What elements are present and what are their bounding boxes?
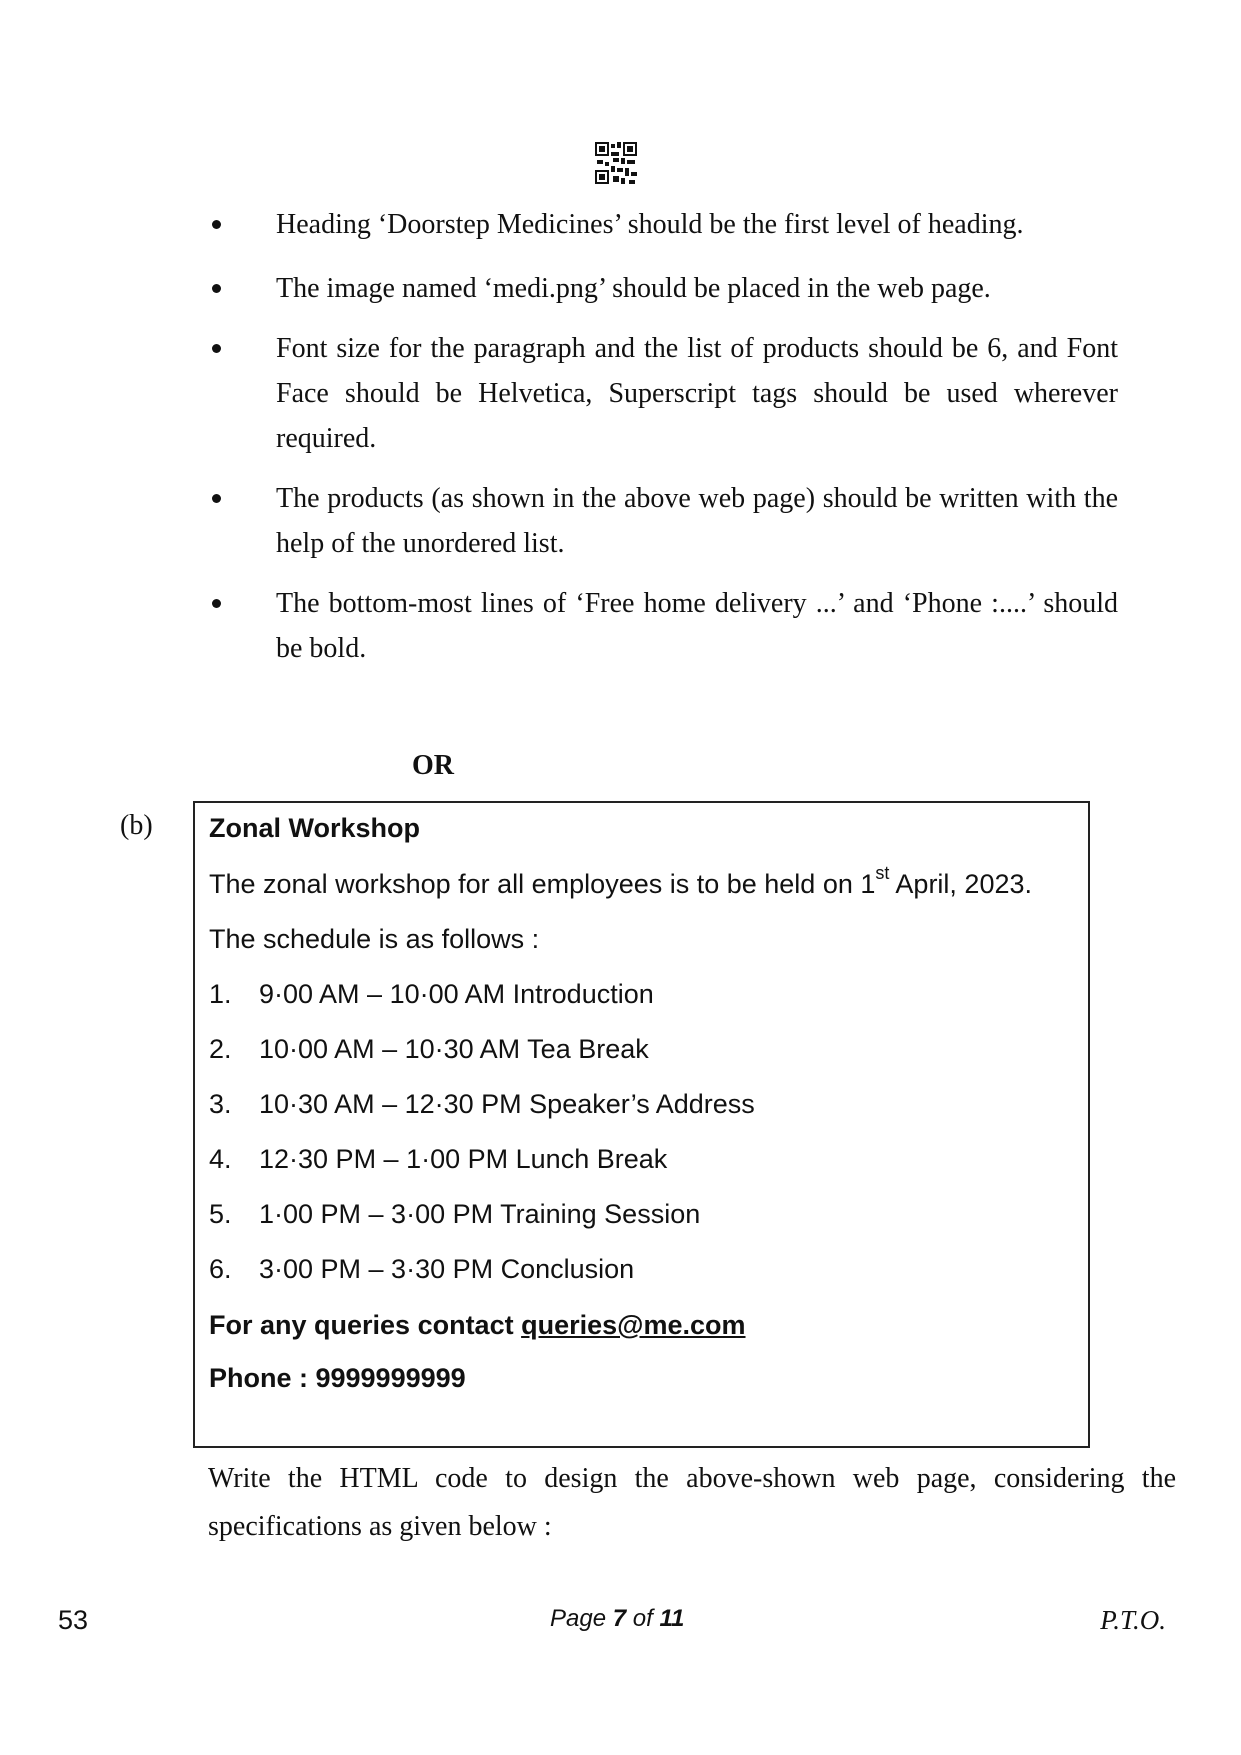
bullet-icon — [212, 494, 221, 503]
schedule-item: 1. 9·00 AM – 10·00 AM Introduction — [209, 979, 654, 1009]
schedule-item: 4. 12·30 PM – 1·00 PM Lunch Break — [209, 1144, 668, 1174]
workshop-intro: The zonal workshop for all employees is to be held on 1st April, 2023. — [209, 863, 1032, 899]
specification-list — [208, 198, 1118, 686]
schedule-item: 3. 10·30 AM – 12·30 PM Speaker’s Address — [209, 1089, 755, 1119]
queries-line: For any queries contact queries@me.com — [209, 1310, 746, 1340]
list-item: The products (as shown in the above web page) should be written with the help of the unordered list. — [208, 476, 1118, 566]
bullet-icon — [212, 599, 221, 608]
paper-code: 53 — [58, 1605, 89, 1635]
schedule-item: 2. 10·00 AM – 10·30 AM Tea Break — [209, 1034, 649, 1064]
schedule-item: 5. 1·00 PM – 3·00 PM Training Session — [209, 1199, 701, 1229]
bullet-icon — [212, 344, 221, 353]
schedule-item: 6. 3·00 PM – 3·30 PM Conclusion — [209, 1254, 635, 1284]
email-link[interactable]: queries@me.com — [521, 1310, 746, 1340]
pto-label: P.T.O. — [1100, 1605, 1166, 1635]
or-separator: OR — [412, 750, 454, 781]
list-item: The bottom-most lines of ‘Free home delivery ...’ and ‘Phone :....’ should be bold. — [208, 581, 1118, 671]
list-item: Font size for the paragraph and the list of products should be 6, and Font Face should be Helvetica, Superscript tags should be used wherever required. — [208, 326, 1118, 461]
webpage-output-box — [193, 801, 1090, 1448]
list-item: Heading ‘Doorstep Medicines’ should be the first level of heading. — [208, 198, 1118, 251]
schedule-label: The schedule is as follows : — [209, 924, 540, 954]
page-number: Page 7 of 11 — [550, 1605, 685, 1632]
qr-code — [595, 142, 637, 184]
bullet-icon — [212, 220, 221, 229]
phone-line: Phone : 9999999999 — [209, 1363, 466, 1393]
question-label: (b) — [120, 810, 153, 841]
workshop-title: Zonal Workshop — [209, 813, 421, 843]
bullet-icon — [212, 284, 221, 293]
instruction-text: Write the HTML code to design the above-shown web page, considering the specifications as given below : — [208, 1463, 1176, 1542]
list-item: The image named ‘medi.png’ should be placed in the web page. — [208, 266, 1118, 311]
